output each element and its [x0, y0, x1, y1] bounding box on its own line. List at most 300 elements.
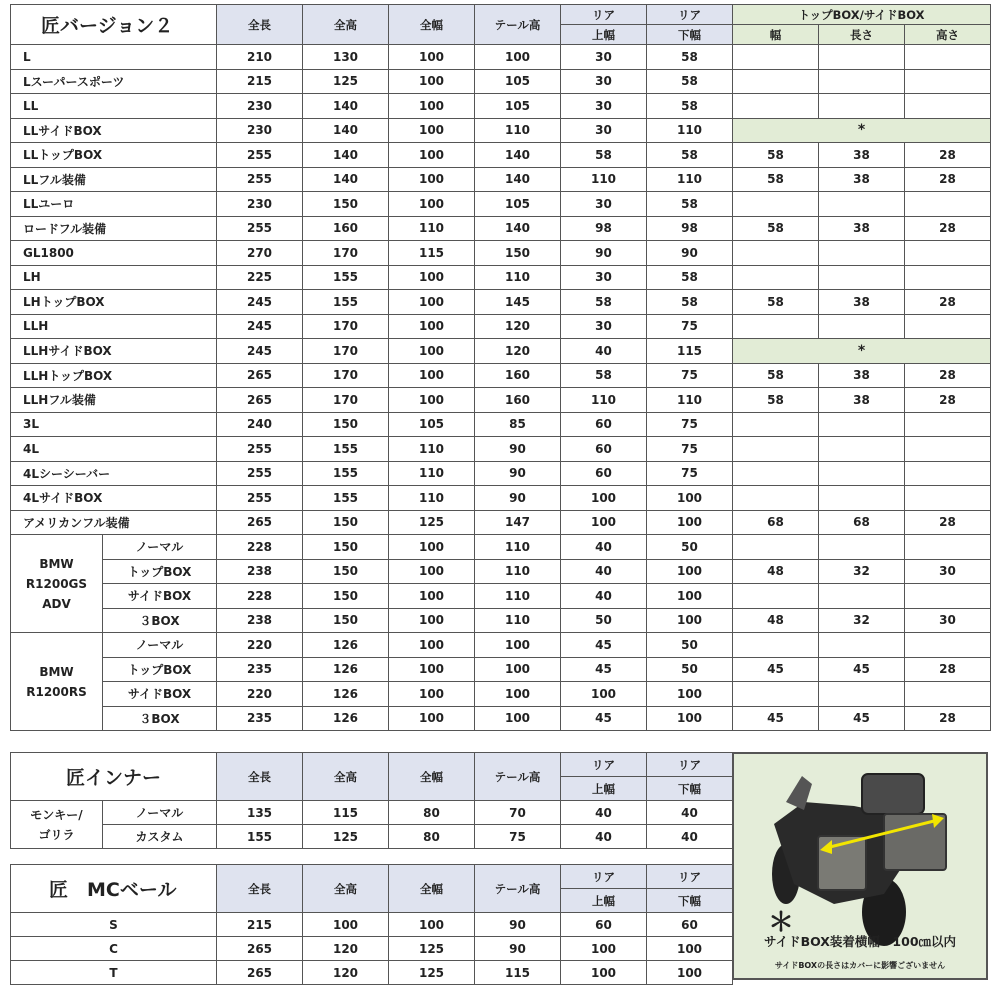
box-value-cell — [819, 682, 905, 707]
bmw-group-line: R1200RS — [26, 684, 87, 699]
box-value-cell — [733, 535, 819, 560]
variant-name-cell: ノーマル — [103, 535, 217, 560]
table-row — [11, 461, 991, 486]
mc-spec-table — [10, 864, 733, 985]
spec-value-cell: 100 — [475, 657, 561, 682]
model-name-cell: S — [11, 913, 217, 937]
box-value-cell: 45 — [733, 657, 819, 682]
spec-value-cell: 265 — [217, 388, 303, 413]
model-name-cell: LLトップBOX — [11, 143, 217, 168]
header-rear-bottom-1: リア — [647, 5, 733, 25]
table-row — [11, 682, 991, 707]
table-row — [11, 706, 991, 731]
spec-value-cell: 100 — [647, 486, 733, 511]
bmw-group-line: ADV — [42, 596, 71, 611]
spec-value-cell: 100 — [389, 314, 475, 339]
spec-value-cell: 100 — [389, 682, 475, 707]
spec-value-cell: 90 — [475, 937, 561, 961]
main-title: 匠バージョン２ — [11, 5, 217, 45]
model-name-cell: 3L — [11, 412, 217, 437]
variant-name-cell: トップBOX — [103, 559, 217, 584]
spec-value-cell: 150 — [303, 559, 389, 584]
spec-value-cell: 110 — [389, 216, 475, 241]
box-value-cell — [733, 412, 819, 437]
header-box-height: 高さ — [905, 25, 991, 45]
table-row — [11, 584, 991, 609]
spec-value-cell: 100 — [389, 167, 475, 192]
mc-header-tail: テール高 — [475, 865, 561, 913]
spec-value-cell: 140 — [303, 118, 389, 143]
box-value-cell — [733, 192, 819, 217]
variant-name-cell: ノーマル — [103, 633, 217, 658]
header-box-length: 長さ — [819, 25, 905, 45]
spec-value-cell: 100 — [647, 961, 733, 985]
spec-value-cell: 40 — [561, 535, 647, 560]
header-height: 全高 — [303, 5, 389, 45]
spec-value-cell: 155 — [303, 265, 389, 290]
table-row — [11, 559, 991, 584]
spec-value-cell: 110 — [389, 486, 475, 511]
box-value-cell: 38 — [819, 216, 905, 241]
spec-value-cell: 30 — [561, 265, 647, 290]
box-value-cell — [905, 461, 991, 486]
variant-name-cell: ノーマル — [103, 801, 217, 825]
spec-value-cell: 235 — [217, 657, 303, 682]
spec-value-cell: 100 — [475, 633, 561, 658]
inner-group-cell — [11, 801, 103, 849]
inner-group-line: ゴリラ — [38, 827, 75, 842]
box-value-cell — [905, 45, 991, 70]
box-value-cell — [819, 265, 905, 290]
box-value-cell — [733, 241, 819, 266]
spec-value-cell: 265 — [217, 510, 303, 535]
box-value-cell: 58 — [733, 363, 819, 388]
spec-value-cell: 110 — [647, 118, 733, 143]
spec-value-cell: 245 — [217, 339, 303, 364]
spec-value-cell: 255 — [217, 216, 303, 241]
table-row — [11, 339, 991, 364]
box-value-cell: 58 — [733, 290, 819, 315]
inner-header-rear-bottom-2: 下幅 — [647, 777, 733, 801]
model-name-cell: L — [11, 45, 217, 70]
table-row — [11, 118, 991, 143]
spec-value-cell: 40 — [647, 801, 733, 825]
inner-header-height: 全高 — [303, 753, 389, 801]
model-name-cell: LLHトップBOX — [11, 363, 217, 388]
box-value-cell: 68 — [819, 510, 905, 535]
spec-value-cell: 140 — [475, 167, 561, 192]
spec-value-cell: 215 — [217, 913, 303, 937]
table-row — [11, 608, 991, 633]
box-value-cell: 32 — [819, 608, 905, 633]
spec-value-cell: 150 — [303, 510, 389, 535]
spec-value-cell: 125 — [389, 961, 475, 985]
spec-value-cell: 245 — [217, 314, 303, 339]
spec-value-cell: 30 — [561, 314, 647, 339]
spec-value-cell: 105 — [475, 192, 561, 217]
box-value-cell — [819, 314, 905, 339]
spec-value-cell: 100 — [389, 339, 475, 364]
spec-value-cell: 30 — [561, 118, 647, 143]
spec-value-cell: 255 — [217, 437, 303, 462]
box-value-cell: 58 — [733, 216, 819, 241]
header-box-width: 幅 — [733, 25, 819, 45]
table-row — [11, 913, 733, 937]
spec-value-cell: 155 — [303, 437, 389, 462]
spec-value-cell: 265 — [217, 363, 303, 388]
mc-header-rear-bottom-1: リア — [647, 865, 733, 889]
table-row — [11, 801, 733, 825]
spec-value-cell: 225 — [217, 265, 303, 290]
box-value-cell: 28 — [905, 363, 991, 388]
spec-value-cell: 255 — [217, 143, 303, 168]
inner-header-length: 全長 — [217, 753, 303, 801]
mc-header-rear-top-1: リア — [561, 865, 647, 889]
variant-name-cell: トップBOX — [103, 657, 217, 682]
spec-value-cell: 75 — [647, 314, 733, 339]
box-value-cell: 38 — [819, 363, 905, 388]
spec-value-cell: 30 — [561, 192, 647, 217]
box-value-cell: 32 — [819, 559, 905, 584]
box-value-cell — [905, 192, 991, 217]
spec-value-cell: 90 — [647, 241, 733, 266]
spec-value-cell: 105 — [389, 412, 475, 437]
spec-value-cell: 85 — [475, 412, 561, 437]
spec-value-cell: 40 — [561, 339, 647, 364]
mc-title: 匠 MCベール — [11, 865, 217, 913]
spec-value-cell: 100 — [389, 388, 475, 413]
spec-value-cell: 170 — [303, 241, 389, 266]
box-value-cell — [733, 437, 819, 462]
box-value-cell: 28 — [905, 216, 991, 241]
spec-value-cell: 140 — [303, 167, 389, 192]
box-value-cell — [819, 69, 905, 94]
spec-value-cell: 215 — [217, 69, 303, 94]
spec-value-cell: 115 — [475, 961, 561, 985]
inner-header-rear-top-2: 上幅 — [561, 777, 647, 801]
spec-value-cell: 100 — [389, 69, 475, 94]
spec-value-cell: 120 — [475, 314, 561, 339]
spec-value-cell: 235 — [217, 706, 303, 731]
photo-caption: サイドBOX装着横幅 100㎝以内 — [763, 934, 957, 949]
spec-value-cell: 270 — [217, 241, 303, 266]
spec-value-cell: 58 — [561, 290, 647, 315]
table-row — [11, 265, 991, 290]
side-box-asterisk-cell: * — [733, 339, 991, 364]
spec-value-cell: 110 — [475, 265, 561, 290]
table-row — [11, 216, 991, 241]
box-value-cell — [733, 461, 819, 486]
box-value-cell: 30 — [905, 559, 991, 584]
spec-value-cell: 220 — [217, 682, 303, 707]
spec-value-cell: 100 — [389, 633, 475, 658]
spec-value-cell: 265 — [217, 937, 303, 961]
spec-value-cell: 100 — [475, 682, 561, 707]
spec-value-cell: 230 — [217, 94, 303, 119]
spec-value-cell: 150 — [303, 584, 389, 609]
box-value-cell: 28 — [905, 706, 991, 731]
box-value-cell: 38 — [819, 290, 905, 315]
spec-value-cell: 126 — [303, 706, 389, 731]
spec-value-cell: 100 — [561, 961, 647, 985]
spec-value-cell: 255 — [217, 486, 303, 511]
table-row — [11, 937, 733, 961]
spec-value-cell: 150 — [303, 608, 389, 633]
spec-value-cell: 126 — [303, 633, 389, 658]
spec-value-cell: 100 — [647, 510, 733, 535]
bmw-group-cell — [11, 633, 103, 731]
mc-header-rear-top-2: 上幅 — [561, 889, 647, 913]
table-row — [11, 825, 733, 849]
box-value-cell — [733, 486, 819, 511]
spec-value-cell: 30 — [561, 69, 647, 94]
inner-spec-table — [10, 752, 733, 849]
variant-name-cell: サイドBOX — [103, 584, 217, 609]
box-value-cell: 45 — [819, 657, 905, 682]
spec-value-cell: 50 — [647, 633, 733, 658]
header-rear-top-1: リア — [561, 5, 647, 25]
spec-value-cell: 58 — [647, 45, 733, 70]
box-value-cell — [819, 535, 905, 560]
table-row — [11, 314, 991, 339]
box-value-cell — [905, 535, 991, 560]
model-name-cell: Lスーパースポーツ — [11, 69, 217, 94]
box-value-cell — [905, 241, 991, 266]
spec-value-cell: 230 — [217, 192, 303, 217]
spec-value-cell: 100 — [647, 937, 733, 961]
spec-value-cell: 30 — [561, 94, 647, 119]
header-rear-top-2: 上幅 — [561, 25, 647, 45]
table-row — [11, 535, 991, 560]
box-value-cell — [733, 265, 819, 290]
box-value-cell: 28 — [905, 657, 991, 682]
spec-value-cell: 100 — [475, 45, 561, 70]
spec-value-cell: 100 — [389, 265, 475, 290]
box-value-cell — [819, 412, 905, 437]
spec-value-cell: 98 — [561, 216, 647, 241]
spec-value-cell: 75 — [647, 363, 733, 388]
spec-value-cell: 105 — [475, 69, 561, 94]
model-name-cell: 4LサイドBOX — [11, 486, 217, 511]
spec-value-cell: 115 — [389, 241, 475, 266]
spec-value-cell: 110 — [475, 608, 561, 633]
spec-value-cell: 58 — [647, 69, 733, 94]
spec-value-cell: 100 — [647, 608, 733, 633]
box-value-cell — [905, 584, 991, 609]
bmw-group-cell — [11, 535, 103, 633]
spec-value-cell: 238 — [217, 608, 303, 633]
spec-value-cell: 100 — [647, 682, 733, 707]
box-value-cell: 58 — [733, 143, 819, 168]
variant-name-cell: カスタム — [103, 825, 217, 849]
model-name-cell: LL — [11, 94, 217, 119]
table-row — [11, 94, 991, 119]
model-name-cell: LLユーロ — [11, 192, 217, 217]
table-row — [11, 412, 991, 437]
model-name-cell: LLH — [11, 314, 217, 339]
table-row — [11, 510, 991, 535]
spec-value-cell: 170 — [303, 388, 389, 413]
side-box-asterisk-cell: * — [733, 118, 991, 143]
variant-name-cell: ３BOX — [103, 608, 217, 633]
spec-value-cell: 125 — [303, 825, 389, 849]
model-name-cell: ロードフル装備 — [11, 216, 217, 241]
spec-value-cell: 100 — [389, 290, 475, 315]
box-value-cell: 58 — [733, 167, 819, 192]
spec-value-cell: 58 — [561, 143, 647, 168]
spec-value-cell: 220 — [217, 633, 303, 658]
variant-name-cell: サイドBOX — [103, 682, 217, 707]
table-row — [11, 69, 991, 94]
box-value-cell — [905, 633, 991, 658]
spec-value-cell: 140 — [475, 143, 561, 168]
spec-value-cell: 125 — [389, 937, 475, 961]
box-value-cell — [733, 584, 819, 609]
spec-value-cell: 80 — [389, 825, 475, 849]
spec-value-cell: 100 — [389, 706, 475, 731]
spec-value-cell: 98 — [647, 216, 733, 241]
model-name-cell: LLHフル装備 — [11, 388, 217, 413]
bmw-group-line: BMW — [39, 664, 74, 679]
inner-title: 匠インナー — [11, 753, 217, 801]
variant-name-cell: ３BOX — [103, 706, 217, 731]
spec-value-cell: 230 — [217, 118, 303, 143]
model-name-cell: アメリカンフル装備 — [11, 510, 217, 535]
spec-value-cell: 40 — [561, 584, 647, 609]
spec-value-cell: 228 — [217, 535, 303, 560]
spec-value-cell: 110 — [475, 118, 561, 143]
spec-value-cell: 58 — [647, 192, 733, 217]
spec-value-cell: 100 — [561, 486, 647, 511]
box-value-cell — [733, 633, 819, 658]
spec-value-cell: 155 — [303, 486, 389, 511]
spec-value-cell: 100 — [389, 118, 475, 143]
spec-value-cell: 120 — [303, 961, 389, 985]
table-row — [11, 961, 733, 985]
spec-value-cell: 90 — [475, 486, 561, 511]
table-row — [11, 657, 991, 682]
spec-value-cell: 145 — [475, 290, 561, 315]
spec-value-cell: 90 — [475, 913, 561, 937]
spec-value-cell: 100 — [647, 584, 733, 609]
model-name-cell: LLフル装備 — [11, 167, 217, 192]
spec-value-cell: 150 — [303, 412, 389, 437]
spec-value-cell: 125 — [389, 510, 475, 535]
box-value-cell — [905, 682, 991, 707]
spec-value-cell: 100 — [561, 510, 647, 535]
box-value-cell: 38 — [819, 167, 905, 192]
spec-value-cell: 58 — [647, 265, 733, 290]
mc-header-length: 全長 — [217, 865, 303, 913]
spec-value-cell: 100 — [389, 192, 475, 217]
spec-value-cell: 105 — [475, 94, 561, 119]
spec-value-cell: 120 — [303, 937, 389, 961]
model-name-cell: GL1800 — [11, 241, 217, 266]
spec-value-cell: 40 — [561, 559, 647, 584]
table-row — [11, 241, 991, 266]
spec-value-cell: 75 — [475, 825, 561, 849]
spec-value-cell: 100 — [389, 535, 475, 560]
spec-value-cell: 110 — [389, 437, 475, 462]
header-tail: テール高 — [475, 5, 561, 45]
spec-value-cell: 100 — [561, 937, 647, 961]
table-row — [11, 633, 991, 658]
spec-value-cell: 120 — [475, 339, 561, 364]
table-row — [11, 290, 991, 315]
box-value-cell — [905, 486, 991, 511]
table-row — [11, 192, 991, 217]
spec-value-cell: 155 — [303, 461, 389, 486]
table-row — [11, 45, 991, 70]
box-value-cell — [733, 314, 819, 339]
spec-value-cell: 110 — [389, 461, 475, 486]
spec-value-cell: 125 — [303, 69, 389, 94]
box-value-cell — [819, 437, 905, 462]
box-value-cell: 28 — [905, 143, 991, 168]
box-value-cell: 28 — [905, 510, 991, 535]
box-value-cell: 45 — [819, 706, 905, 731]
spec-value-cell: 45 — [561, 633, 647, 658]
spec-value-cell: 170 — [303, 314, 389, 339]
box-value-cell: 28 — [905, 388, 991, 413]
spec-value-cell: 155 — [217, 825, 303, 849]
main-spec-table — [10, 4, 991, 731]
asterisk-mark: ＊ — [768, 908, 795, 938]
spec-value-cell: 140 — [475, 216, 561, 241]
spec-value-cell: 155 — [303, 290, 389, 315]
spec-value-cell: 100 — [389, 559, 475, 584]
model-name-cell: 4Lシーシーバー — [11, 461, 217, 486]
spec-value-cell: 160 — [475, 363, 561, 388]
box-value-cell: 48 — [733, 608, 819, 633]
table-row — [11, 143, 991, 168]
spec-value-cell: 160 — [303, 216, 389, 241]
box-value-cell — [819, 461, 905, 486]
spec-value-cell: 265 — [217, 961, 303, 985]
inner-group-line: モンキー/ — [30, 807, 83, 822]
spec-value-cell: 58 — [647, 94, 733, 119]
box-value-cell: 45 — [733, 706, 819, 731]
box-value-cell — [819, 633, 905, 658]
spec-value-cell: 75 — [647, 461, 733, 486]
spec-value-cell: 150 — [303, 535, 389, 560]
box-value-cell — [733, 94, 819, 119]
spec-value-cell: 40 — [561, 825, 647, 849]
box-value-cell: 38 — [819, 388, 905, 413]
model-name-cell: C — [11, 937, 217, 961]
spec-value-cell: 40 — [647, 825, 733, 849]
box-value-cell — [733, 69, 819, 94]
spec-value-cell: 110 — [647, 388, 733, 413]
mc-header-width: 全幅 — [389, 865, 475, 913]
spec-value-cell: 100 — [647, 559, 733, 584]
box-value-cell — [905, 69, 991, 94]
spec-value-cell: 100 — [647, 706, 733, 731]
table-row — [11, 388, 991, 413]
spec-value-cell: 90 — [561, 241, 647, 266]
box-value-cell — [819, 94, 905, 119]
box-value-cell — [905, 412, 991, 437]
spec-value-cell: 140 — [303, 143, 389, 168]
spec-value-cell: 100 — [303, 913, 389, 937]
spec-value-cell: 100 — [389, 363, 475, 388]
header-box-group: トップBOX/サイドBOX — [733, 5, 991, 25]
spec-value-cell: 100 — [389, 657, 475, 682]
spec-value-cell: 100 — [389, 584, 475, 609]
model-name-cell: LLサイドBOX — [11, 118, 217, 143]
box-value-cell — [905, 314, 991, 339]
spec-value-cell: 75 — [647, 412, 733, 437]
